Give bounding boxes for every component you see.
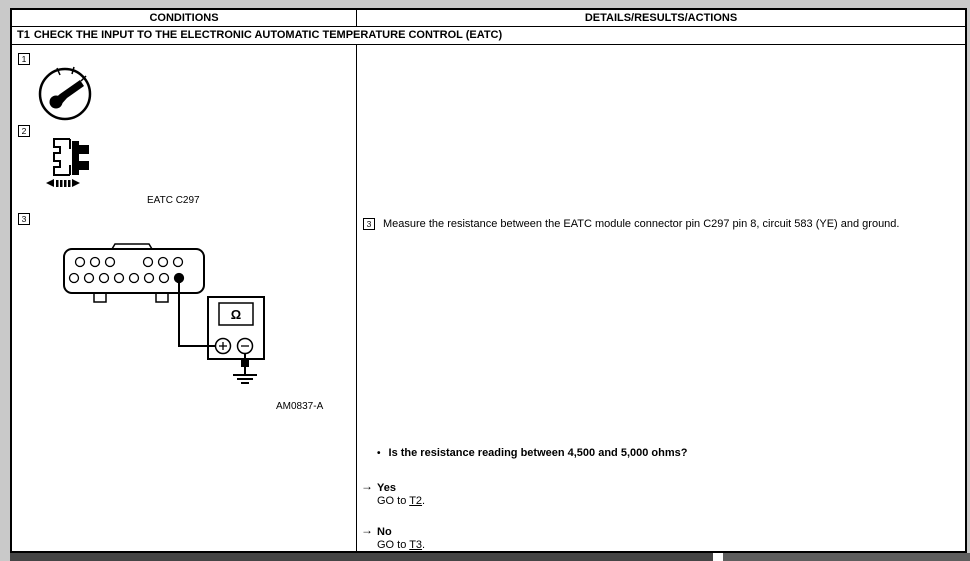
scrollbar-gap: [713, 553, 723, 561]
goto-t2-link[interactable]: T2: [409, 495, 423, 507]
disconnect-connector-icon: [40, 135, 95, 193]
step-3-number-badge-details: 3: [363, 218, 375, 230]
step-3-instruction-row: [363, 217, 955, 231]
scrollbar-segment-left[interactable]: [10, 553, 713, 561]
figure-reference-label: AM0837-A: [276, 401, 324, 412]
conditions-cell: [12, 45, 357, 551]
bullet-icon: •: [377, 448, 381, 459]
result-yes-action: [377, 495, 425, 507]
step-1-number-badge: 1: [18, 53, 30, 65]
ohmmeter-negative-terminal: [238, 339, 253, 354]
result-no-action: [377, 539, 425, 551]
scrollbar-segment-right[interactable]: [723, 553, 970, 561]
goto-prefix: GO to: [377, 495, 410, 507]
result-no-label: No: [377, 526, 392, 538]
goto-prefix: GO to: [377, 539, 410, 551]
bottom-scrollbar[interactable]: [10, 553, 970, 561]
eatc-connector-ohmmeter-diagram: [52, 243, 312, 395]
table-header-row: [12, 10, 965, 27]
details-column-header: DETAILS/RESULTS/ACTIONS: [584, 12, 738, 24]
table-body-row: [12, 45, 965, 551]
test-id: T1: [17, 29, 30, 41]
question-row: [377, 447, 687, 459]
goto-t3-link[interactable]: T3: [409, 539, 423, 551]
result-no-block: [361, 523, 426, 551]
conditions-column-header: CONDITIONS: [12, 10, 357, 26]
ohmmeter-symbol: Ω: [230, 307, 242, 322]
step-2-number-badge: 2: [18, 125, 30, 137]
result-arrow-icon: →: [361, 523, 373, 537]
test-title: CHECK THE INPUT TO THE ELECTRONIC AUTOMATIC TEMPERATURE CONTROL (EATC): [33, 29, 503, 41]
connector-label: EATC C297: [147, 195, 200, 206]
pinpoint-test-table: [10, 8, 967, 553]
ohmmeter-positive-terminal: [216, 339, 231, 354]
goto-suffix: .: [422, 495, 426, 507]
result-yes-block: [361, 479, 426, 507]
eatc-connector-face: [64, 244, 204, 302]
step-3-instruction: Measure the resistance between the EATC module connector pin C297 pin 8, circuit 583 (YE) and ground.: [383, 218, 900, 230]
question-text: Is the resistance reading between 4,500 and 5,000 ohms?: [388, 447, 688, 459]
test-title-row: [12, 27, 965, 45]
result-yes-label: Yes: [377, 482, 396, 494]
goto-suffix: .: [422, 539, 426, 551]
step-3-number-badge: 3: [18, 213, 30, 225]
result-arrow-icon: →: [361, 479, 373, 493]
ignition-key-icon: [34, 63, 96, 125]
details-cell: [357, 45, 965, 551]
